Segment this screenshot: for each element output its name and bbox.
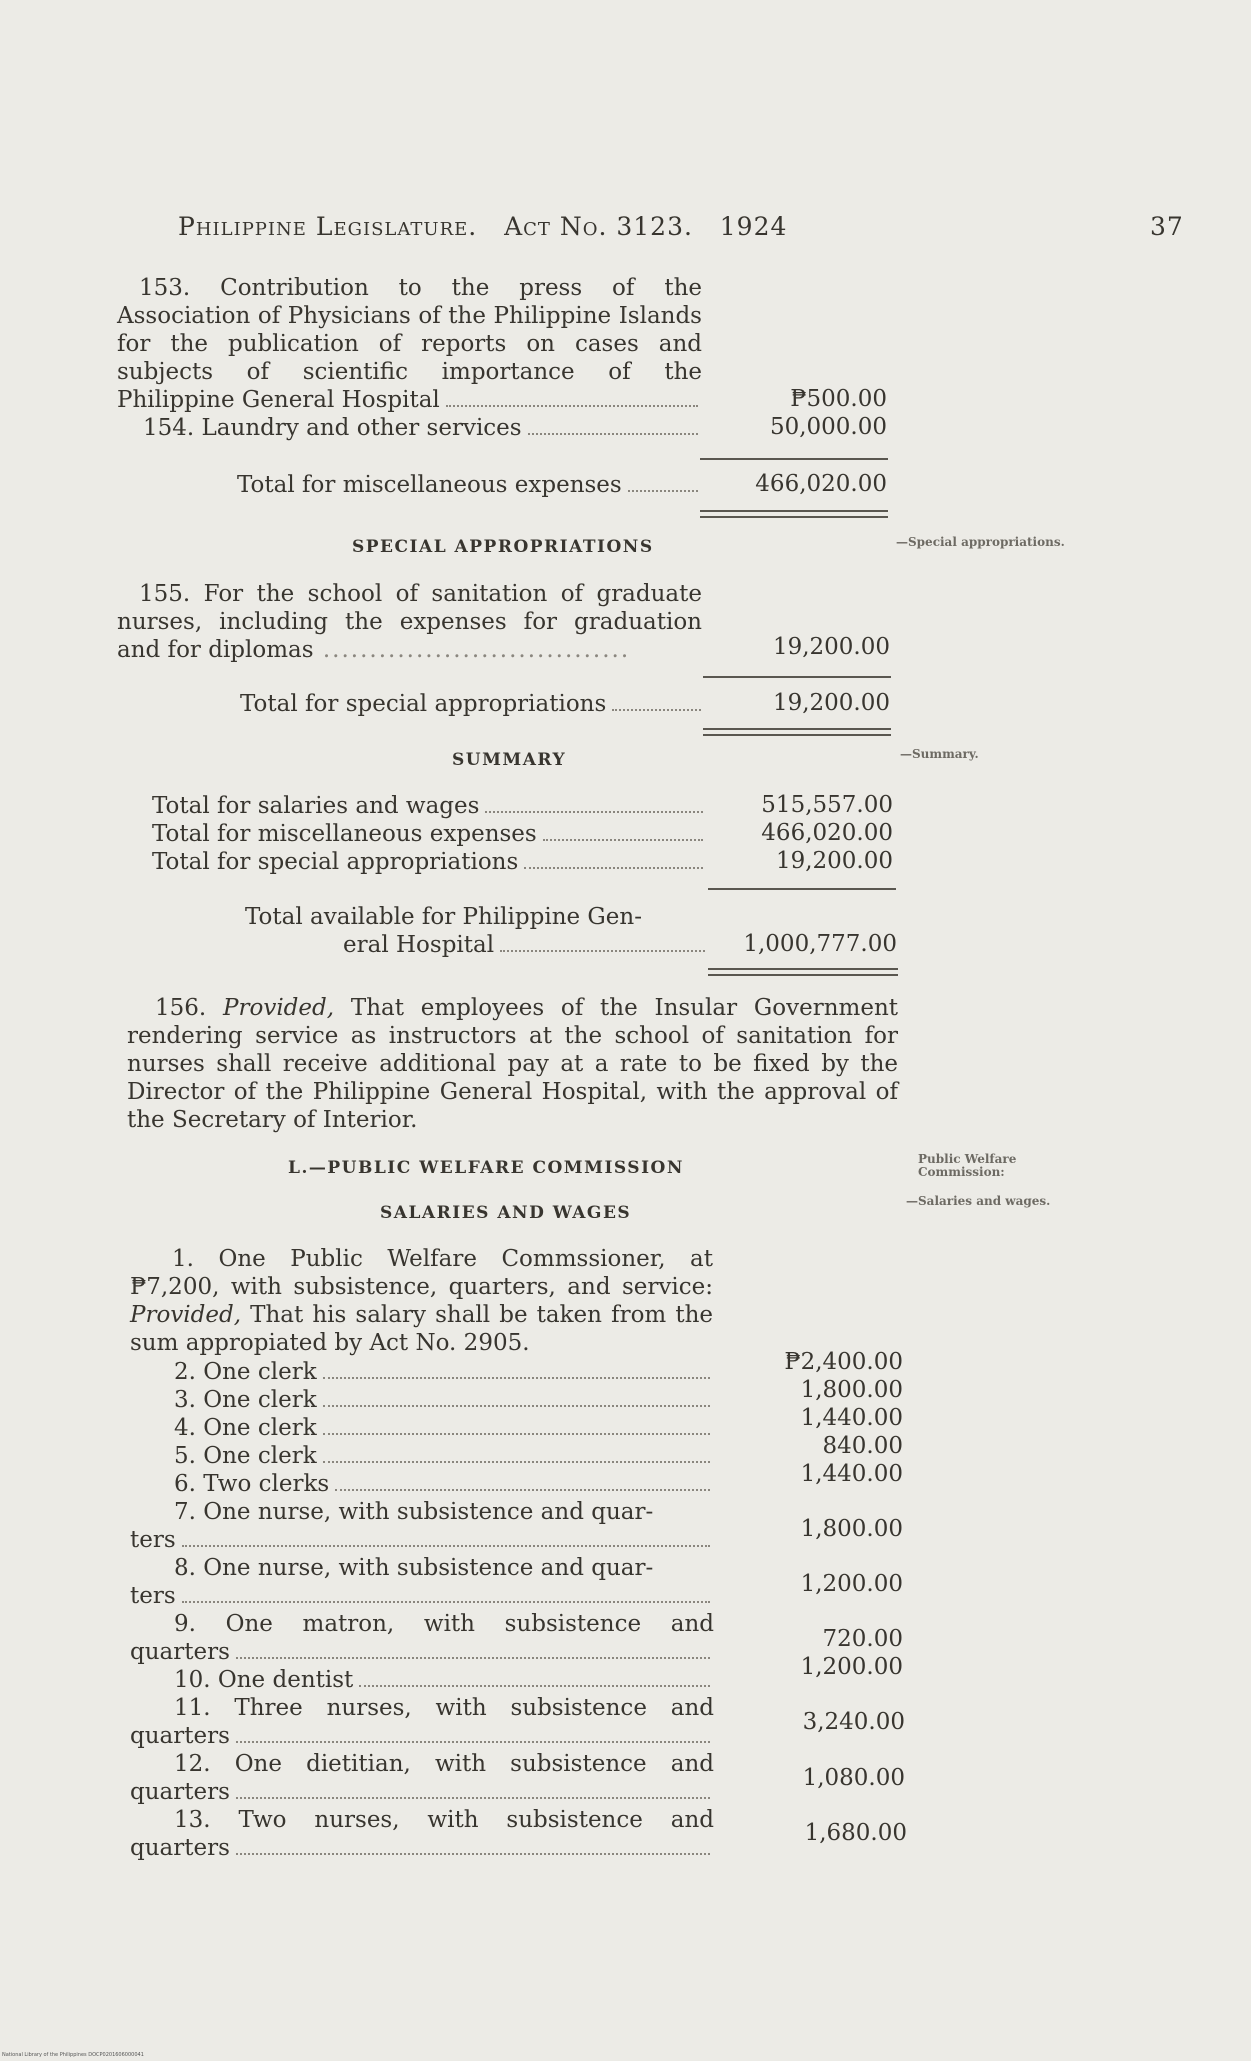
salary-row-label: ters — [130, 1527, 176, 1553]
salary-row — [130, 1778, 714, 1806]
salary-row-label: 4. One clerk — [174, 1415, 317, 1441]
leader-dots — [335, 1489, 710, 1491]
proviso-provided: Provided, — [223, 995, 335, 1021]
salary-row — [174, 1470, 714, 1498]
side-note-summary: —Summary. — [900, 747, 979, 761]
item-155-label: 155. For the school of sanitation of graduate nurses, including the expenses for graduation and for diplomas — [117, 581, 702, 663]
header-act: Act No. 3123. — [504, 212, 693, 241]
salary-row-first-line — [174, 1610, 714, 1638]
leader-dots — [524, 867, 703, 869]
item-155-body — [117, 580, 702, 664]
summary-row-amount: 466,020.00 — [761, 820, 893, 846]
leader-dots — [446, 405, 698, 407]
total-double-rule — [703, 728, 891, 736]
special-total-label: Total for special appropriations — [240, 691, 607, 717]
leader-dots — [236, 1853, 710, 1855]
salary-row-amount: 1,800.00 — [800, 1516, 903, 1542]
leader-dots — [182, 1545, 710, 1547]
salary-row-label: 2. One clerk — [174, 1359, 317, 1385]
salary-row-label: quarters — [130, 1835, 230, 1861]
proviso-156 — [127, 994, 898, 1134]
scan-source-footer: National Library of the Philippines DOCP0201606000041 — [2, 2052, 144, 2058]
proviso-number: 156. — [155, 995, 207, 1021]
leader-dots — [236, 1741, 710, 1743]
header-year: 1924 — [719, 212, 788, 241]
side-note-special: —Special appropriations. — [896, 535, 1065, 549]
leader-dots — [500, 950, 705, 952]
leader-dots — [182, 1601, 710, 1603]
pwc-heading: L.—PUBLIC WELFARE COMMISSION — [288, 1158, 684, 1178]
running-header — [178, 212, 787, 241]
pwc-item-1-b: That his salary shall be taken from the sum appropiated by Act No. 2905. — [130, 1302, 713, 1356]
leader-dots: ................................. — [313, 637, 631, 663]
summary-row — [152, 820, 707, 848]
salary-row — [130, 1722, 714, 1750]
leader-dots — [323, 1377, 710, 1379]
salary-row-first-text: 12. One dietitian, with subsistence and — [174, 1751, 714, 1777]
summary-row-amount: 19,200.00 — [775, 848, 893, 874]
leader-dots — [543, 839, 703, 841]
salary-row-amount: 720.00 — [822, 1626, 903, 1652]
salaries-wages-heading: SALARIES AND WAGES — [380, 1203, 632, 1223]
pwc-item-1 — [130, 1245, 713, 1357]
leader-dots — [528, 433, 698, 435]
item-154-amount: 50,000.00 — [769, 414, 887, 440]
item-153-text: 153. Contribution to the press of the Association of Physicians of the Philippine Islands for the publication of reports on cases and subjects of scientific importance of the — [117, 275, 702, 385]
salary-row — [130, 1582, 714, 1610]
leader-dots — [236, 1797, 710, 1799]
leader-dots — [323, 1433, 710, 1435]
item-154-line — [143, 414, 702, 442]
salary-row-label: quarters — [130, 1723, 230, 1749]
pwc-item-1-a: 1. One Public Welfare Commssioner, at ₱7,200, with subsistence, quarters, and service: — [130, 1246, 713, 1300]
salary-row-first-text: 9. One matron, with subsistence and — [174, 1611, 714, 1637]
misc-total-label: Total for miscellaneous expenses — [237, 472, 622, 498]
pwc-item-1-provided: Provided, — [130, 1302, 242, 1328]
summary-row-amount: 515,557.00 — [761, 792, 893, 818]
total-double-rule — [708, 968, 898, 976]
salary-row — [130, 1526, 714, 1554]
total-double-rule — [700, 510, 888, 518]
salary-row-amount: 1,440.00 — [800, 1405, 903, 1431]
salary-row-first-line: 8. One nurse, with subsistence and quar- — [174, 1555, 654, 1581]
header-title: Philippine Legislature. — [178, 212, 478, 241]
misc-total-amount: 466,020.00 — [755, 471, 887, 497]
summary-row-label: Total for special appropriations — [152, 849, 519, 875]
item-155-text — [117, 580, 702, 664]
leader-dots — [485, 811, 703, 813]
salary-row — [130, 1638, 714, 1666]
salary-row-first-line — [174, 1750, 714, 1778]
summary-row — [152, 792, 707, 820]
summary-row — [152, 848, 707, 876]
leader-dots — [236, 1657, 710, 1659]
salary-row-amount: 840.00 — [822, 1433, 903, 1459]
subtotal-rule — [703, 676, 891, 678]
salary-row-first-line: 7. One nurse, with subsistence and quar- — [174, 1499, 654, 1525]
salary-row-amount: 1,680.00 — [804, 1820, 907, 1846]
grand-total-label-1: Total available for Philippine Gen- — [245, 904, 642, 930]
salary-row-label: 6. Two clerks — [174, 1471, 330, 1497]
item-155-amount: 19,200.00 — [772, 634, 890, 660]
leader-dots — [628, 490, 698, 492]
item-153-label: Philippine General Hospital — [117, 387, 440, 413]
item-153-last-line — [117, 386, 702, 414]
salary-row-amount: 1,080.00 — [802, 1765, 905, 1791]
salary-row — [174, 1442, 714, 1470]
salary-row-first-line — [174, 1806, 714, 1834]
special-total-line — [240, 690, 705, 718]
special-appropriations-heading: SPECIAL APPROPRIATIONS — [352, 537, 654, 557]
salary-row-first-text: 13. Two nurses, with subsistence and — [174, 1807, 714, 1833]
summary-row-label: Total for miscellaneous expenses — [152, 821, 537, 847]
salary-row — [174, 1414, 714, 1442]
leader-dots — [323, 1405, 710, 1407]
salary-row-amount: 1,200.00 — [800, 1571, 903, 1597]
salary-row — [174, 1358, 714, 1386]
grand-total-line — [343, 931, 709, 959]
salary-row-amount: 3,240.00 — [802, 1709, 905, 1735]
salary-row — [130, 1834, 714, 1862]
page-number: 37 — [1150, 212, 1184, 241]
special-total-amount: 19,200.00 — [772, 690, 890, 716]
salary-row-label: quarters — [130, 1779, 230, 1805]
salary-row-first-line — [174, 1694, 714, 1722]
leader-dots — [323, 1461, 710, 1463]
proviso-text: That employees of the Insular Government rendering service as instructors at the school of sanitation for nurses shall receive additional pay at a rate to be fixed by the Director of the Philippine General Hospital, with the approval of the Secretary of Interior. — [127, 995, 898, 1133]
summary-heading: SUMMARY — [452, 750, 567, 770]
leader-dots — [359, 1685, 710, 1687]
subtotal-rule — [708, 888, 896, 890]
salary-row — [174, 1666, 714, 1694]
salary-row-label: ters — [130, 1583, 176, 1609]
salary-row-first-text: 11. Three nurses, with subsistence and — [174, 1695, 714, 1721]
item-154-label: 154. Laundry and other services — [143, 415, 522, 441]
subtotal-rule — [700, 458, 888, 460]
salary-row-label: 10. One dentist — [174, 1667, 354, 1693]
side-note-salaries: —Salaries and wages. — [906, 1194, 1051, 1208]
salary-row-amount: ₱2,400.00 — [784, 1349, 903, 1375]
grand-total-label-2: eral Hospital — [343, 932, 495, 958]
salary-row — [174, 1386, 714, 1414]
salary-row-label: 5. One clerk — [174, 1443, 317, 1469]
grand-total-amount: 1,000,777.00 — [743, 931, 897, 957]
salary-row-amount: 1,200.00 — [800, 1654, 903, 1680]
salary-row-amount: 1,440.00 — [800, 1461, 903, 1487]
salary-row-label: 3. One clerk — [174, 1387, 317, 1413]
misc-total-line — [237, 471, 702, 499]
salary-row-amount: 1,800.00 — [800, 1377, 903, 1403]
item-153-amount: ₱500.00 — [790, 386, 887, 412]
leader-dots — [612, 709, 701, 711]
side-note-pwc: Public Welfare Commission: — [918, 1152, 1017, 1179]
salary-row-label: quarters — [130, 1639, 230, 1665]
summary-row-label: Total for salaries and wages — [152, 793, 480, 819]
